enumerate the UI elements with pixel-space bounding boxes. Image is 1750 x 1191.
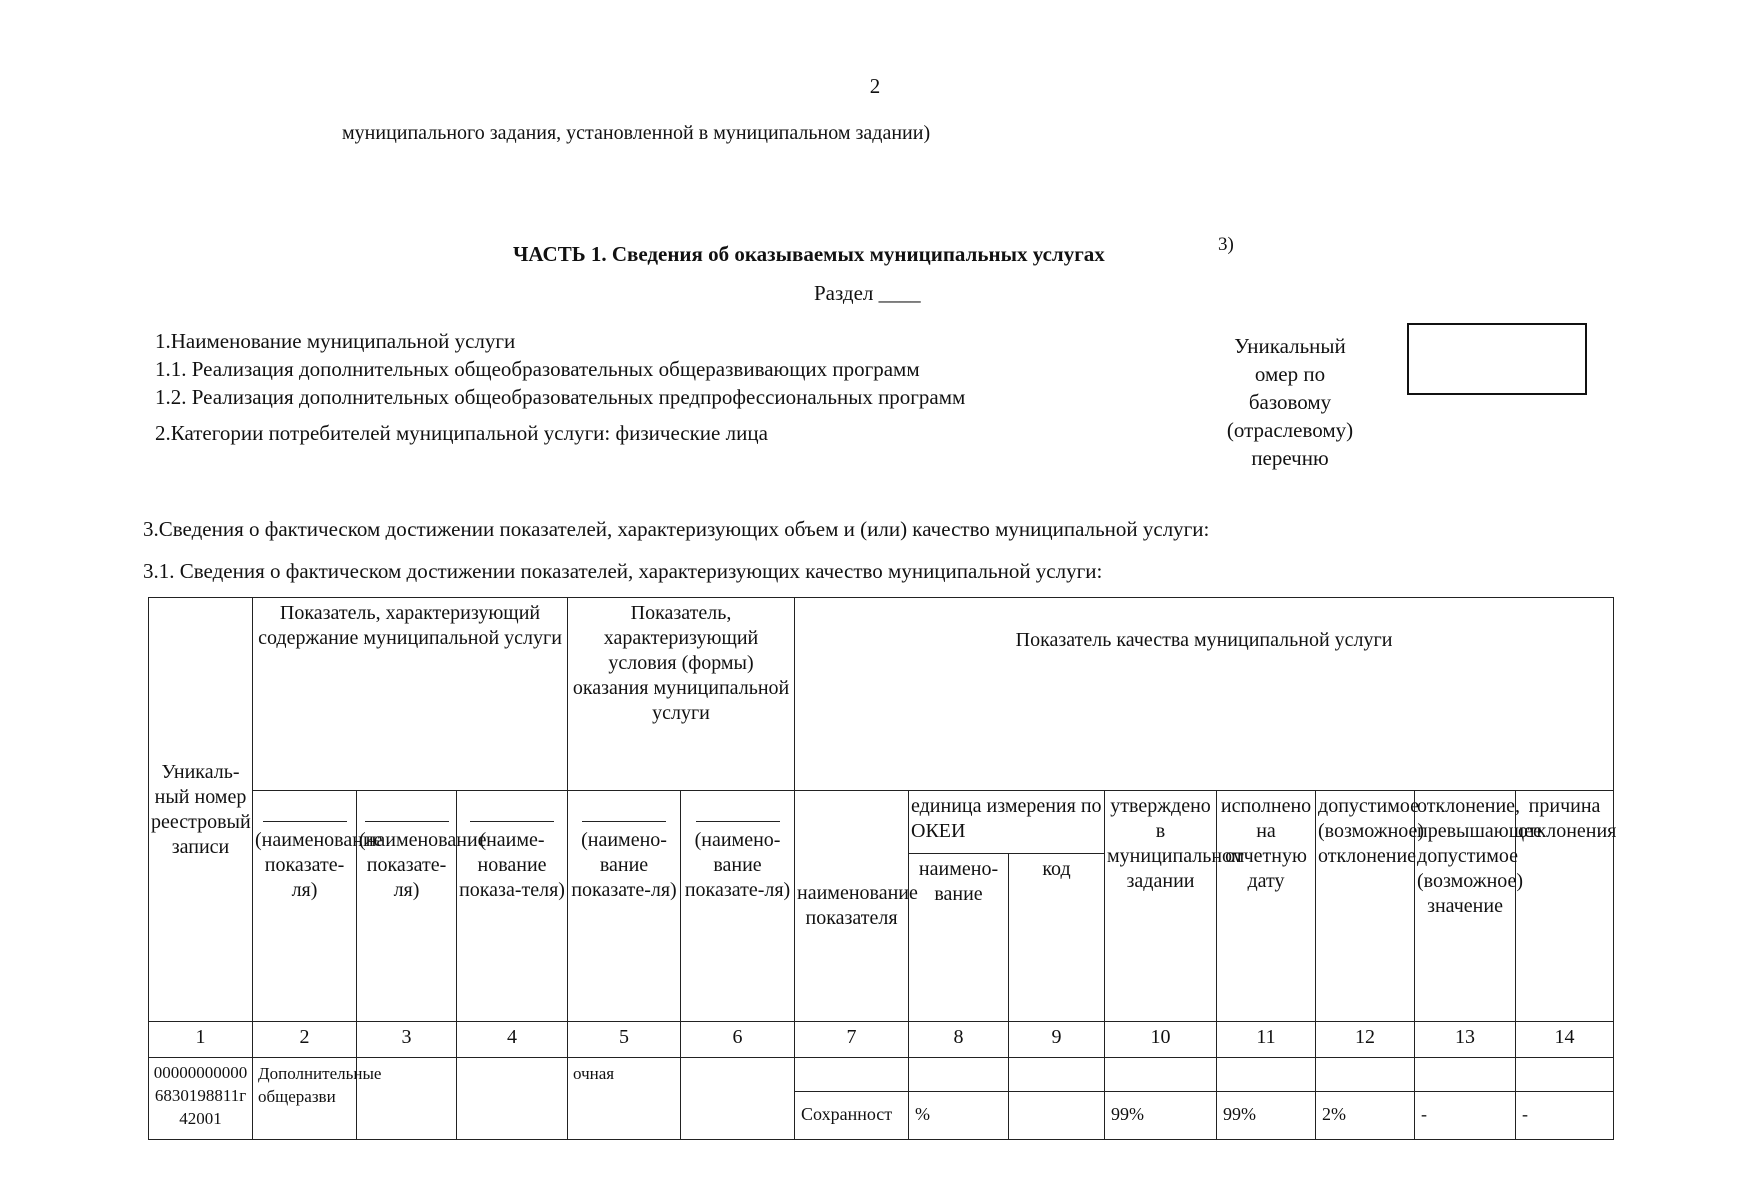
indicator-name-caption: (наименование показате-ля) [255, 829, 383, 901]
unique-number-line: Уникальный [1234, 334, 1346, 358]
content-col-4-header [457, 791, 568, 1022]
column-number: 14 [1516, 1022, 1614, 1058]
empty-cell [1105, 1058, 1217, 1092]
column-number: 7 [795, 1022, 909, 1058]
page-number: 2 [869, 74, 881, 98]
header-indicator-name: наименование показателя [795, 791, 909, 1022]
empty-cell [1316, 1058, 1415, 1092]
content-value-cell: Дополнительные общеразви [253, 1058, 357, 1140]
unique-number-label [1215, 332, 1365, 472]
header-unit-code: код [1009, 854, 1105, 1022]
empty-cell [1415, 1058, 1516, 1092]
unit-code-cell [1009, 1092, 1105, 1140]
unique-number-line: перечню [1251, 446, 1329, 470]
empty-cell [1217, 1058, 1316, 1092]
column-number: 1 [149, 1022, 253, 1058]
header-conditions-indicator: Показатель, характеризующий условия (формы) оказания муниципальной услуги [568, 598, 795, 791]
form-value-cell: очная [568, 1058, 681, 1140]
header-registry-number: Уникаль-ный номер реестровый записи [149, 598, 253, 1022]
column-number: 9 [1009, 1022, 1105, 1058]
service-name-block [155, 327, 965, 411]
empty-cell [1009, 1058, 1105, 1092]
unique-number-line: базовому [1248, 390, 1332, 414]
registry-number-cell: 000000000006830198811г42001 [149, 1058, 253, 1140]
header-content-indicator: Показатель, характеризующий содержание муниципальной услуги [253, 598, 568, 791]
unique-number-line: (отраслевому) [1226, 418, 1354, 442]
header-unit-okei: единица измерения по ОКЕИ [909, 791, 1105, 854]
column-number: 11 [1217, 1022, 1316, 1058]
header-exceeding-deviation: отклонение, превышающее допустимое (возможное) значение [1415, 791, 1516, 1022]
info-3-1-heading: 3.1. Сведения о фактическом достижении показателей, характеризующих качество муниципальной услуги: [143, 559, 1103, 583]
blank-line [582, 820, 666, 822]
consumers-line: 2.Категории потребителей муниципальной услуги: физические лица [155, 421, 768, 445]
blank-line [470, 820, 554, 822]
section-line: Раздел ____ [814, 281, 921, 305]
indicator-name-caption: (наименование показате-ля) [359, 829, 487, 901]
column-number: 5 [568, 1022, 681, 1058]
approved-cell: 99% [1105, 1092, 1217, 1140]
content-col-2-header [253, 791, 383, 1022]
empty-cell [457, 1058, 568, 1140]
exceeding-deviation-cell: - [1415, 1092, 1516, 1140]
unique-number-box[interactable] [1407, 323, 1587, 395]
header-continuation-line: муниципального задания, установленной в муниципальном задании) [342, 122, 931, 144]
service-item-1-1: 1.1. Реализация дополнительных общеобразовательных общеразвивающих программ [155, 357, 920, 381]
column-number: 3 [357, 1022, 457, 1058]
column-number: 10 [1105, 1022, 1217, 1058]
conditions-col-6-header [681, 791, 795, 1022]
header-quality-indicator: Показатель качества муниципальной услуги [795, 598, 1614, 791]
unit-name-cell: % [909, 1092, 1009, 1140]
header-executed: исполнено на отчетную дату [1217, 791, 1316, 1022]
indicator-name-caption: (наимено-вание показате-ля) [684, 829, 791, 901]
column-number: 13 [1415, 1022, 1516, 1058]
indicator-name-caption: (наиме-нование показа-теля) [459, 829, 565, 901]
column-number: 8 [909, 1022, 1009, 1058]
blank-line [696, 820, 780, 822]
empty-cell [1516, 1058, 1614, 1092]
indicator-name-cell: Сохранност [795, 1092, 909, 1140]
header-unit-name: наимено-вание [909, 854, 1009, 1022]
reason-cell: - [1516, 1092, 1614, 1140]
conditions-col-5-header [568, 791, 681, 1022]
part-title: ЧАСТЬ 1. Сведения об оказываемых муниципальных услугах [513, 242, 1105, 266]
service-name-label: 1.Наименование муниципальной услуги [155, 329, 516, 353]
executed-cell: 99% [1217, 1092, 1316, 1140]
column-number: 12 [1316, 1022, 1415, 1058]
header-allowed-deviation: допустимое (возможное) отклонение [1316, 791, 1415, 1022]
info-3-heading: 3.Сведения о фактическом достижении показателей, характеризующих объем и (или) качество муниципальной услуги: [143, 517, 1210, 541]
blank-line [263, 820, 347, 822]
empty-cell [681, 1058, 795, 1140]
allowed-deviation-cell: 2% [1316, 1092, 1415, 1140]
service-item-1-2: 1.2. Реализация дополнительных общеобразовательных предпрофессиональных программ [155, 385, 966, 409]
empty-cell [795, 1058, 909, 1092]
header-approved: утверждено в муниципальном задании [1105, 791, 1217, 1022]
column-number: 2 [253, 1022, 357, 1058]
column-number: 4 [457, 1022, 568, 1058]
empty-cell [909, 1058, 1009, 1092]
quality-indicators-table [148, 597, 1617, 1140]
part-title-superscript: 3) [1218, 234, 1234, 255]
blank-line [365, 820, 449, 822]
indicator-name-caption: (наимено-вание показате-ля) [571, 829, 677, 901]
unique-number-line: омер по [1254, 362, 1326, 386]
column-number: 6 [681, 1022, 795, 1058]
header-deviation-reason: причина отклонения [1516, 791, 1614, 1022]
content-col-3-header [357, 791, 487, 1022]
